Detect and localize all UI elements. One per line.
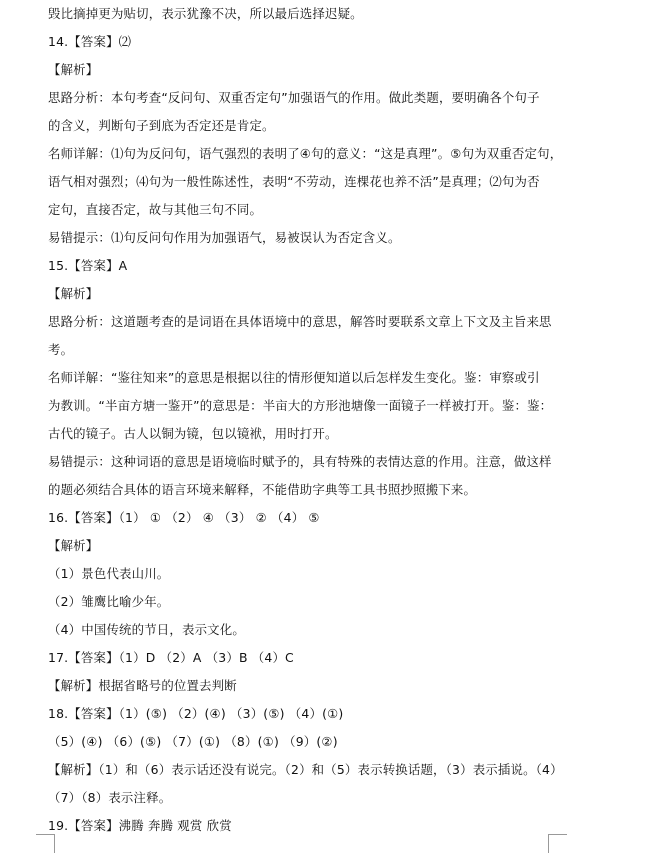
text-line: 思路分析：本句考查“反问句、双重否定句”加强语气的作用。做此类题，要明确各个句子 (48, 90, 540, 105)
text-line: 思路分析：这道题考查的是词语在具体语境中的意思，解答时要联系文章上下文及主旨来思 (48, 314, 552, 329)
answer-14: 14.【答案】⑵ (48, 34, 132, 49)
text-line: 语气相对强烈；⑷句为一般性陈述性，表明“不劳动，连棵花也养不活”是真理；⑵句为否 (48, 174, 540, 189)
page-corner-mark (548, 834, 567, 853)
text-line: 定句，直接否定，故与其他三句不同。 (48, 202, 263, 217)
text-line: （2）雏鹰比喻少年。 (48, 594, 170, 609)
page-corner-mark (36, 834, 55, 853)
answer-18: 18.【答案】（1）(⑤) （2）(④) （3）(⑤) （4）(①) (48, 706, 344, 721)
text-line: 名师详解：“鉴往知来”的意思是根据以往的情形便知道以后怎样发生变化。鉴：审察或引 (48, 370, 540, 385)
text-line: （7）（8）表示注释。 (48, 790, 172, 805)
answer-17: 17.【答案】（1）D （2）A （3）B （4）C (48, 650, 294, 665)
text-line: （5）(④) （6）(⑤) （7）(①) （8）(①) （9）(②) (48, 734, 338, 749)
text-line: 考。 (48, 342, 74, 357)
text-line: 易错提示：这种词语的意思是语境临时赋予的，具有特殊的表情达意的作用。注意，做这样 (48, 454, 552, 469)
text-line: 【解析】（1）和（6）表示话还没有说完。（2）和（5）表示转换话题，（3）表示插说。（4） (48, 762, 563, 777)
text-line: 易错提示：⑴句反问句作用为加强语气，易被误认为否定含义。 (48, 230, 401, 245)
analysis-heading: 【解析】 (48, 286, 99, 301)
answer-16: 16.【答案】（1） ① （2） ④ （3） ② （4） ⑤ (48, 510, 320, 525)
text-line: 的含义，判断句子到底为否定还是肯定。 (48, 118, 275, 133)
analysis-heading: 【解析】 (48, 538, 99, 553)
analysis-heading: 【解析】 (48, 62, 99, 77)
text-line: 毁比摘掉更为贴切，表示犹豫不决，所以最后选择迟疑。 (48, 6, 363, 21)
text-line: （1）景色代表山川。 (48, 566, 170, 581)
analysis-heading: 【解析】根据省略号的位置去判断 (48, 678, 237, 693)
answer-19: 19.【答案】沸腾 奔腾 观赏 欣赏 (48, 818, 232, 833)
text-line: 的题必须结合具体的语言环境来解释，不能借助字典等工具书照抄照搬下来。 (48, 482, 477, 497)
text-line: 名师详解：⑴句为反问句，语气强烈的表明了④句的意义：“这是真理”。⑤句为双重否定句， (48, 146, 563, 161)
answer-15: 15.【答案】A (48, 258, 128, 273)
text-line: 为教训。“半亩方塘一鉴开”的意思是：半亩大的方形池塘像一面镜子一样被打开。鉴：鉴： (48, 398, 553, 413)
text-line: 古代的镜子。古人以铜为镜，包以镜袱，用时打开。 (48, 426, 338, 441)
text-line: （4）中国传统的节日，表示文化。 (48, 622, 245, 637)
